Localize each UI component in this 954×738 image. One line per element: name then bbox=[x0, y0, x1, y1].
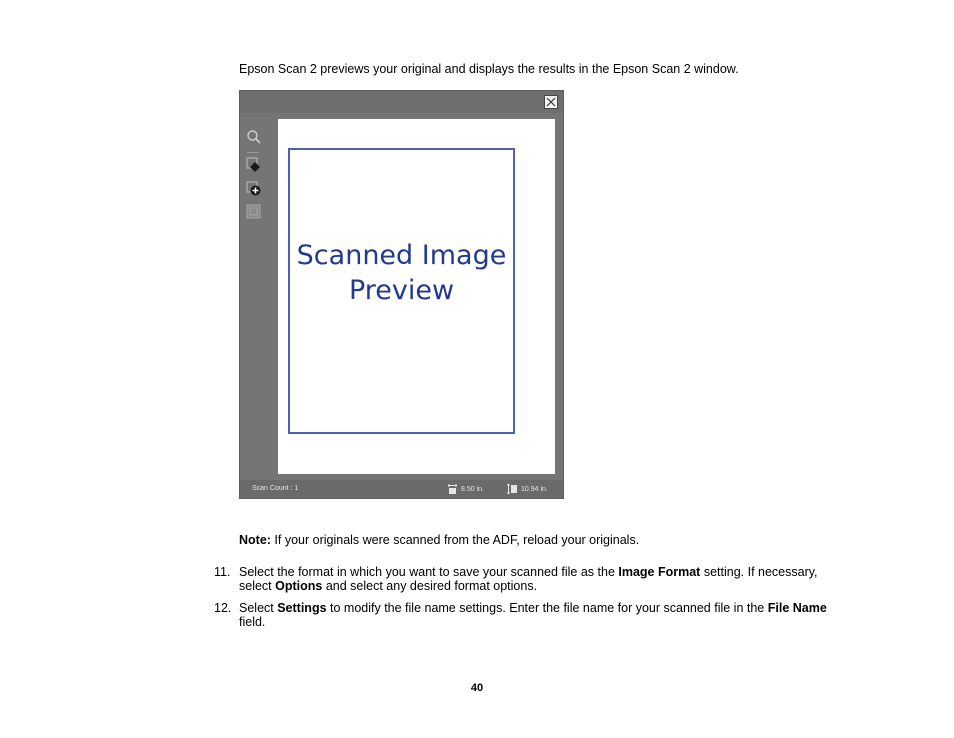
add-page-icon bbox=[246, 181, 262, 197]
note-text: If your originals were scanned from the ADF, reload your originals. bbox=[270, 533, 640, 547]
steps-list bbox=[214, 565, 834, 637]
add-page-button[interactable] bbox=[246, 181, 262, 197]
adjust-button[interactable] bbox=[246, 157, 262, 173]
step-text: Select the format in which you want to save your scanned file as the Image Format setting. If necessary, select Options and select any desired format options. bbox=[239, 565, 818, 593]
rotate-button[interactable] bbox=[246, 204, 262, 220]
width-value: 8.50 in. bbox=[461, 485, 484, 493]
preview-text-line2: Preview bbox=[348, 275, 455, 306]
close-icon bbox=[545, 96, 557, 108]
preview-placeholder-text bbox=[290, 238, 513, 308]
width-icon bbox=[448, 484, 457, 494]
step-item bbox=[214, 601, 834, 629]
rotate-icon bbox=[246, 204, 262, 220]
width-readout bbox=[448, 484, 484, 494]
note-paragraph bbox=[239, 533, 639, 547]
toolbar-divider bbox=[247, 152, 259, 153]
adjust-icon bbox=[246, 157, 262, 173]
window-titlebar bbox=[240, 91, 563, 113]
intro-paragraph: Epson Scan 2 previews your original and displays the results in the Epson Scan 2 window. bbox=[239, 62, 739, 76]
scan-preview-window bbox=[239, 90, 564, 499]
preview-canvas[interactable] bbox=[278, 119, 555, 474]
height-value: 10.94 in. bbox=[521, 485, 548, 493]
preview-text-line1: Scanned Image bbox=[296, 240, 507, 271]
step-item bbox=[214, 565, 834, 593]
scan-count: Scan Count : 1 bbox=[252, 485, 299, 492]
close-button[interactable] bbox=[544, 95, 558, 109]
scanned-page-outline bbox=[288, 148, 515, 434]
zoom-icon bbox=[246, 129, 262, 145]
note-label: Note: bbox=[239, 533, 271, 547]
step-number: 12. bbox=[214, 601, 232, 615]
height-readout bbox=[507, 484, 548, 494]
step-number: 11. bbox=[214, 565, 231, 579]
step-text: Select Settings to modify the file name settings. Enter the file name for your scanned file in the File Name field. bbox=[239, 601, 827, 629]
page-number: 40 bbox=[470, 682, 484, 694]
status-bar bbox=[240, 480, 563, 498]
height-icon bbox=[507, 484, 517, 494]
zoom-button[interactable] bbox=[246, 129, 262, 145]
